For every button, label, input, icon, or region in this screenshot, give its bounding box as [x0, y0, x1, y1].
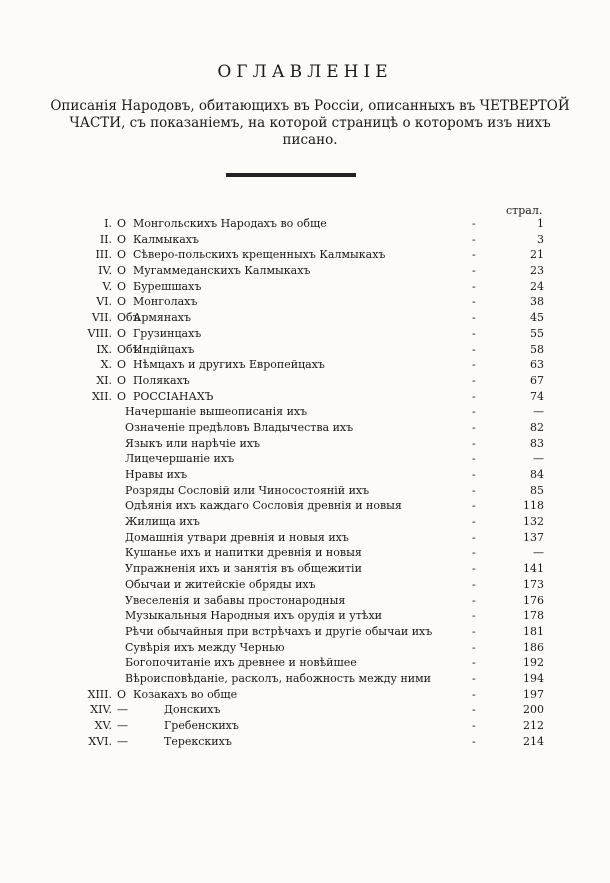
- toc-title: Сѣверо-польскихъ крещенныхъ Калмыкахъ: [133, 248, 386, 262]
- toc-prefix: О: [117, 326, 127, 340]
- toc-page: 176: [523, 593, 544, 607]
- toc-number: II.: [99, 232, 112, 246]
- leader-dash: -: [472, 217, 476, 230]
- toc-title: Армянахъ: [133, 311, 191, 325]
- toc-title: Гребенскихъ: [164, 719, 239, 732]
- toc-entry: [40, 358, 550, 374]
- leader-dash: -: [472, 232, 476, 246]
- toc-title: Козакахъ во обще: [133, 687, 238, 701]
- toc-number: I.: [104, 217, 112, 230]
- toc-page: —: [533, 452, 544, 466]
- toc-prefix: —: [117, 719, 128, 732]
- toc-page: 141: [523, 562, 544, 576]
- toc-entry: [40, 719, 550, 735]
- toc-page: —: [533, 546, 544, 560]
- toc-title: Терекскихъ: [164, 734, 232, 748]
- toc-page: 23: [530, 264, 544, 278]
- toc-title: Увеселенiя и забавы простонародныя: [125, 593, 346, 607]
- toc-entry: [40, 374, 550, 390]
- leader-dash: -: [472, 279, 476, 293]
- toc-entry: [40, 311, 550, 327]
- toc-entry: [40, 499, 550, 515]
- toc-page: 67: [530, 373, 544, 387]
- toc-entry: [40, 688, 550, 704]
- leader-dash: -: [472, 436, 476, 450]
- toc-title: Монголахъ: [133, 295, 198, 309]
- toc-entry: [40, 531, 550, 547]
- toc-title: Вѣроисповѣданiе, расколъ, набожность между ними: [125, 671, 431, 685]
- toc-page: 85: [530, 483, 544, 497]
- toc-title: Сувѣрiя ихъ между Чернью: [125, 640, 285, 654]
- toc-page: 21: [530, 248, 544, 262]
- toc-page: 178: [523, 609, 544, 623]
- leader-dash: -: [472, 468, 476, 481]
- toc-page: 74: [530, 389, 544, 403]
- leader-dash: -: [472, 609, 476, 623]
- toc-page: 24: [530, 279, 544, 293]
- toc-page: 212: [523, 719, 544, 732]
- leader-dash: -: [472, 452, 476, 466]
- toc-entry: [40, 484, 550, 500]
- toc-title: Донскихъ: [164, 703, 221, 717]
- toc-title: Лицечершанiе ихъ: [125, 452, 235, 466]
- toc-page: 197: [523, 687, 544, 701]
- leader-dash: -: [472, 248, 476, 262]
- toc-title: Жилища ихъ: [125, 515, 200, 529]
- toc-prefix: —: [117, 734, 128, 748]
- toc-prefix: О: [117, 248, 127, 262]
- leader-dash: -: [472, 373, 476, 387]
- page-column-header: страл.: [506, 204, 543, 217]
- toc-number: XII.: [91, 389, 112, 403]
- toc-entry: [40, 327, 550, 343]
- toc-page: 83: [530, 436, 544, 450]
- toc-page: 214: [523, 734, 544, 748]
- toc-entry: [40, 452, 550, 468]
- toc-number: V.: [102, 279, 112, 293]
- toc-title: РОССIАНАХЪ: [133, 389, 214, 403]
- toc-entry: [40, 233, 550, 249]
- toc-entry: [40, 248, 550, 264]
- toc-title: Нѣмцахъ и другихъ Европейцахъ: [133, 358, 325, 372]
- toc-page: 200: [523, 703, 544, 717]
- toc-entry: [40, 280, 550, 296]
- toc-page: 45: [530, 311, 544, 325]
- leader-dash: -: [472, 405, 476, 419]
- leader-dash: -: [472, 420, 476, 434]
- toc-page: 194: [523, 671, 544, 685]
- toc-page: 3: [537, 232, 544, 246]
- toc-page: 84: [530, 468, 544, 481]
- leader-dash: -: [472, 483, 476, 497]
- toc-page: 38: [530, 295, 544, 309]
- toc-page: 118: [523, 499, 544, 513]
- leader-dash: -: [472, 656, 476, 670]
- toc-entry: [40, 594, 550, 610]
- toc-title: Монгольскихъ Народахъ во обще: [133, 217, 327, 230]
- toc-prefix: О: [117, 358, 127, 372]
- toc-prefix: О: [117, 279, 127, 293]
- toc-title: Музыкальныя Народныя ихъ орудiя и утѣхи: [125, 609, 382, 623]
- toc-title: Нравы ихъ: [125, 468, 188, 481]
- toc-title: Означенiе предѣловъ Владычества ихъ: [125, 420, 354, 434]
- leader-dash: -: [472, 389, 476, 403]
- toc-entry: [40, 625, 550, 641]
- leader-dash: -: [472, 530, 476, 544]
- divider: [226, 173, 356, 177]
- toc-number: XIV.: [90, 703, 112, 717]
- toc-title: Грузинцахъ: [133, 326, 202, 340]
- toc-entry: [40, 390, 550, 406]
- toc-prefix: О: [117, 687, 127, 701]
- toc-entry: [40, 405, 550, 421]
- toc-prefix: Объ: [117, 311, 140, 325]
- toc-page: 181: [523, 624, 544, 638]
- leader-dash: -: [472, 546, 476, 560]
- toc-entry: [40, 578, 550, 594]
- toc-entry: [40, 515, 550, 531]
- page-title: ОГЛАВЛЕНIЕ: [217, 62, 393, 82]
- toc-title: Упражненiя ихъ и занятiя въ общежитiи: [125, 562, 362, 576]
- leader-dash: -: [472, 593, 476, 607]
- toc-number: XI.: [96, 373, 112, 387]
- toc-entry: [40, 217, 550, 233]
- leader-dash: -: [472, 326, 476, 340]
- leader-dash: -: [472, 671, 476, 685]
- toc-page: —: [533, 405, 544, 419]
- subtitle: Описанiя Народовъ, обитающихъ въ Россiи, описанныхъ въ ЧЕТВЕРТОЙ ЧАСТИ, съ показанiемъ, на которой страницѣ о которомъ изъ нихъ писано.: [50, 98, 570, 148]
- toc-page: 55: [530, 326, 544, 340]
- leader-dash: -: [472, 687, 476, 701]
- toc-page: 1: [537, 217, 544, 230]
- leader-dash: -: [472, 358, 476, 372]
- toc-entry: [40, 468, 550, 484]
- leader-dash: -: [472, 734, 476, 748]
- toc-page: 63: [530, 358, 544, 372]
- toc-page: 58: [530, 342, 544, 356]
- toc-prefix: О: [117, 295, 127, 309]
- toc-title: Одѣянiя ихъ каждаго Сословiя древнiя и новыя: [125, 499, 402, 513]
- toc-number: XVI.: [88, 734, 112, 748]
- leader-dash: -: [472, 311, 476, 325]
- leader-dash: -: [472, 624, 476, 638]
- leader-dash: -: [472, 577, 476, 591]
- toc-title: Полякахъ: [133, 373, 190, 387]
- toc-title: Начершанiе вышеописанiя ихъ: [125, 405, 308, 419]
- toc-entry: [40, 546, 550, 562]
- toc-number: VII.: [91, 311, 112, 325]
- toc-number: VIII.: [87, 326, 112, 340]
- toc-list: [40, 217, 550, 750]
- toc-number: IX.: [96, 342, 112, 356]
- toc-entry: [40, 295, 550, 311]
- toc-prefix: Объ: [117, 342, 140, 356]
- toc-title: Рѣчи обычайныя при встрѣчахъ и другiе обычаи ихъ: [125, 624, 433, 638]
- toc-title: Богопочитанiе ихъ древнее и новѣйшее: [125, 656, 357, 670]
- toc-entry: [40, 264, 550, 280]
- toc-entry: [40, 437, 550, 453]
- leader-dash: -: [472, 342, 476, 356]
- toc-prefix: —: [117, 703, 128, 717]
- leader-dash: -: [472, 719, 476, 732]
- toc-entry: [40, 735, 550, 751]
- toc-title: Индiйцахъ: [133, 342, 195, 356]
- toc-entry: [40, 343, 550, 359]
- toc-entry: [40, 562, 550, 578]
- toc-page: 82: [530, 420, 544, 434]
- toc-number: XV.: [94, 719, 112, 732]
- leader-dash: -: [472, 499, 476, 513]
- toc-title: Домашнiя утвари древнiя и новыя ихъ: [125, 530, 349, 544]
- toc-prefix: О: [117, 389, 127, 403]
- toc-page: 192: [523, 656, 544, 670]
- toc-title: Бурешшахъ: [133, 279, 202, 293]
- toc-entry: [40, 421, 550, 437]
- leader-dash: -: [472, 640, 476, 654]
- toc-title: Обычаи и житейскiе обряды ихъ: [125, 577, 316, 591]
- toc-prefix: О: [117, 232, 127, 246]
- leader-dash: -: [472, 703, 476, 717]
- toc-number: VI.: [96, 295, 112, 309]
- toc-prefix: О: [117, 264, 127, 278]
- toc-title: Розряды Сословiй или Чиносостоянiй ихъ: [125, 483, 370, 497]
- toc-number: III.: [95, 248, 112, 262]
- toc-entry: [40, 641, 550, 657]
- toc-number: X.: [100, 358, 112, 372]
- toc-entry: [40, 609, 550, 625]
- toc-page: 137: [523, 530, 544, 544]
- toc-prefix: О: [117, 373, 127, 387]
- toc-prefix: О: [117, 217, 127, 230]
- toc-page: 132: [523, 515, 544, 529]
- toc-entry: [40, 656, 550, 672]
- toc-title: Калмыкахъ: [133, 232, 200, 246]
- toc-title: Мугаммеданскихъ Калмыкахъ: [133, 264, 311, 278]
- leader-dash: -: [472, 264, 476, 278]
- leader-dash: -: [472, 295, 476, 309]
- toc-entry: [40, 703, 550, 719]
- toc-page: 186: [523, 640, 544, 654]
- toc-entry: [40, 672, 550, 688]
- toc-title: Кушанье ихъ и напитки древнiя и новыя: [125, 546, 362, 560]
- toc-number: XIII.: [87, 687, 112, 701]
- toc-page: 173: [523, 577, 544, 591]
- toc-number: IV.: [98, 264, 112, 278]
- leader-dash: -: [472, 515, 476, 529]
- leader-dash: -: [472, 562, 476, 576]
- toc-title: Языкъ или нарѣчiе ихъ: [125, 436, 261, 450]
